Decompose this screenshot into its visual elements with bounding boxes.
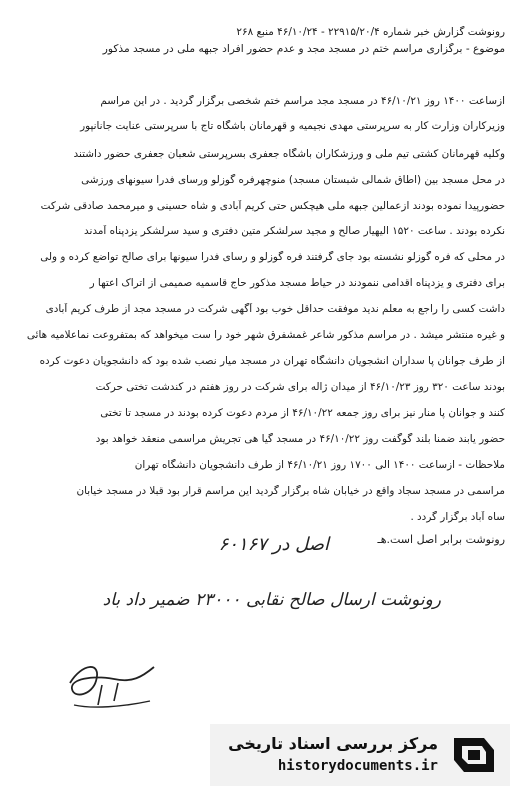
body-line: مراسمی در مسجد سجاد واقع در خیابان شاه برگزار گردید این مراسم قرار بود قبلا در مسجد خیابان bbox=[76, 485, 505, 497]
body-line: ازساعت ۱۴۰۰ روز ۴۶/۱۰/۲۱ در مسجد مجد مراسم ختم شخصی برگزار گردید . در این مراسم bbox=[100, 95, 505, 107]
body-line: حضور یابند ضمنا بلند گوگفت روز ۴۶/۱۰/۲۲ در مسجد گیا هی تجریش مراسمی منعقد خواهد بود bbox=[95, 433, 505, 445]
body-line: بودند ساعت ۳۲۰ روز ۴۶/۱۰/۲۳ از میدان ژاله برای شرکت در روز هفتم در کندشت تختی حرکت bbox=[95, 381, 505, 393]
document-header: رونوشت گزارش خبر شماره ۲۲۹۱۵/۲۰/۴ - ۴۶/۱۰/۲۴ منبع ۲۶۸ bbox=[236, 26, 505, 38]
archive-url[interactable]: historydocuments.ir bbox=[277, 758, 438, 774]
body-line: از طرف جوانان پا سداران انشجویان دانشگاه تهران در مسجد میار نصب شده بود که دانشجویان دعوت کرده bbox=[39, 355, 505, 367]
body-line: در محل مسجد بین (اطاق شمالی شبستان مسجد) منوچهرفره گوزلو ورسای فدرا سیونهای ورزشی bbox=[81, 174, 505, 186]
body-line: وکلیه قهرمانان کشتی تیم ملی و ورزشکاران باشگاه جعفری بسرپرستی شعبان جعفری حضور داشتند bbox=[73, 148, 505, 160]
body-line: نکرده بودند . ساعت ۱۵۲۰ الیهیار صالح و مجید سرلشکر متین دفتری و سید سرلشکر یزدپناه آمدند bbox=[84, 225, 505, 237]
body-line: وزیرکاران وزارت کار به سرپرستی مهدی نجیمیه و قهرمانان باشگاه تاج با سرپرستی عنایت جانانپور bbox=[80, 120, 505, 132]
body-line: ملاحظات - ازساعت ۱۴۰۰ الی ۱۷۰۰ روز ۴۶/۱۰/۲۱ از طرف دانشجویان دانشگاه تهران bbox=[134, 459, 505, 471]
archive-footer bbox=[210, 724, 510, 786]
body-line: و غیره منتشر میشد . در مراسم مذکور شاعر غمشفرق شهر خود را ست میخواهد که بمتفروعت نماعلامیه هائی bbox=[26, 329, 505, 341]
document-subject: موضوع - برگزاری مراسم ختم در مسجد مجد و عدم حضور افراد جبهه ملی در مسجد مذکور bbox=[102, 43, 505, 55]
body-line: داشت کسی را راجع به معلم ندید موفقت حداقل خوب بود آگهی شرکت در مسجد مجد از طرف کریم آبادی bbox=[45, 303, 505, 315]
body-line: حضورپیدا نموده بودند ازعمالین جبهه ملی هیچکس حتی کریم آبادی و شاه حسینی و میرمحمد صادقی شرکت bbox=[40, 200, 505, 212]
copy-note: رونوشت برابر اصل است.هـ bbox=[377, 534, 505, 546]
body-line: در محلی که فره گوزلو نشسته بود جای گرفتند فره گوزلو و رسای فدرا سیونها برای صالح تواضع کرده و ولی bbox=[40, 251, 505, 263]
body-line: کنند و جوانان پا منار نیز برای روز جمعه ۴۶/۱۰/۲۲ از مردم دعوت کرده بودند در مسجد تا تختی bbox=[100, 407, 505, 419]
signature-mark bbox=[62, 655, 162, 715]
archive-logo-icon bbox=[448, 732, 500, 778]
handwritten-reference: اصل در ۶۰۱۶۷ bbox=[218, 534, 329, 555]
archive-name: مرکز بررسی اسناد تاریخی bbox=[228, 734, 438, 753]
body-line: ساه آباد برگزار گردد . bbox=[410, 511, 505, 523]
handwritten-note: رونوشت ارسال صالح نقابی ۲۳۰۰۰ ضمیر داد باد bbox=[102, 590, 441, 610]
body-line: برای دفتری و یزدپناه اقدامی ننمودند در حیاط مسجد مذکور حاج قاسمیه صمیمی از اتراک اعتها ر bbox=[89, 277, 505, 289]
